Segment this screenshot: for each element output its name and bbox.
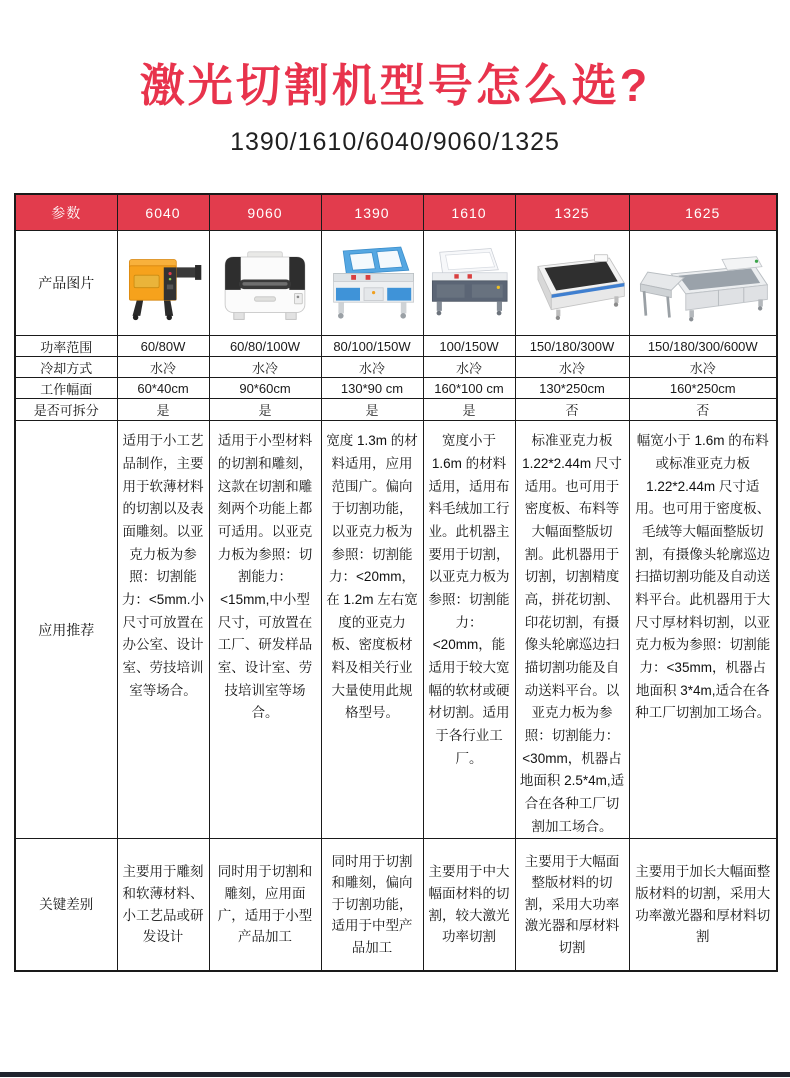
application-1325: 标准亚克力板 1.22*2.44m 尺寸适用。也可用于密度板、布料等大幅面整版切割。此机器用于切割，切割精度高，拼花切割、印花切割，有摄像头轮廓巡边扫描切割功能及自动送料平台。以亚克力板为参照：切割能力：<30mm，机器占地面积 2.5*4m,适合在各种工厂切割加工场合。 xyxy=(515,421,629,839)
key-difference-1390: 同时用于切割和雕刻，偏向于切割功能，适用于中型产品加工 xyxy=(321,839,423,971)
blue-open-lid-laser-cutter-icon xyxy=(322,237,423,329)
header-cell-6040: 6040 xyxy=(117,194,209,231)
application-1390: 宽度 1.3m 的材料适用，应用范围广。偏向于切割功能，以亚克力板为参照：切割能力：<20mm，在 1.2m 左右宽度的亚克力板、密度板材料及相关行业大量使用此规格型号。 xyxy=(321,421,423,839)
row-label-detachable: 是否可拆分 xyxy=(15,399,117,421)
page-subtitle: 1390/1610/6040/9060/1325 xyxy=(230,127,560,156)
header-cell-1325: 1325 xyxy=(515,194,629,231)
cooling-9060: 水冷 xyxy=(209,357,321,378)
cooling-1325: 水冷 xyxy=(515,357,629,378)
cooling-6040: 水冷 xyxy=(117,357,209,378)
application-1625: 幅宽小于 1.6m 的布料或标准亚克力板 1.22*2.44m 尺寸适用。也可用于密度板、毛绒等大幅面整版切割，有摄像头轮廓巡边扫描切割功能及自动送料平台。此机器用于大尺寸厚材料切割，以亚克力板为参照：切割能力：<35mm，机器占地面积 3*4m,适合在各种工厂切割加工场合。 xyxy=(629,421,777,839)
machine-photo-1625 xyxy=(629,231,777,336)
working-area-6040: 60*40cm xyxy=(117,378,209,399)
long-flatbed-laser-cutter-with-feeder-icon xyxy=(630,237,777,329)
key-difference-1325: 主要用于大幅面整版材料的切割，采用大功率激光器和厚材料切割 xyxy=(515,839,629,971)
detachable-1390: 是 xyxy=(321,399,423,421)
key-difference-6040: 主要用于雕刻和软薄材料、小工艺品或研发设计 xyxy=(117,839,209,971)
cooling-1390: 水冷 xyxy=(321,357,423,378)
cooling-1625: 水冷 xyxy=(629,357,777,378)
detachable-1325: 否 xyxy=(515,399,629,421)
row-label-key-difference: 关键差别 xyxy=(15,839,117,971)
detachable-1610: 是 xyxy=(423,399,515,421)
detachable-row xyxy=(15,399,777,421)
working-area-1325: 130*250cm xyxy=(515,378,629,399)
header-cell-9060: 9060 xyxy=(209,194,321,231)
key-difference-row xyxy=(15,839,777,971)
power-1625: 150/180/300/600W xyxy=(629,336,777,357)
power-1610: 100/150W xyxy=(423,336,515,357)
flatbed-laser-cutter-icon xyxy=(516,237,629,329)
header-cell-1625: 1625 xyxy=(629,194,777,231)
working-area-1390: 130*90 cm xyxy=(321,378,423,399)
row-label-product-image: 产品图片 xyxy=(15,231,117,336)
detachable-1625: 否 xyxy=(629,399,777,421)
working-area-row xyxy=(15,378,777,399)
power-6040: 60/80W xyxy=(117,336,209,357)
working-area-1625: 160*250cm xyxy=(629,378,777,399)
machine-photo-6040 xyxy=(117,231,209,336)
working-area-1610: 160*100 cm xyxy=(423,378,515,399)
application-1610: 宽度小于 1.6m 的材料适用，适用布料毛绒加工行业。此机器主要用于切割，以亚克力板为参照：切割能力：<20mm，能适用于较大宽幅的软材或硬材切割。适用于各行业工厂。 xyxy=(423,421,515,839)
row-label-cooling: 冷却方式 xyxy=(15,357,117,378)
power-1390: 80/100/150W xyxy=(321,336,423,357)
model-comparison-table xyxy=(14,193,778,972)
header-cell-param: 参数 xyxy=(15,194,117,231)
page-title: 激光切割机型号怎么选? xyxy=(139,60,651,111)
product-image-row xyxy=(15,231,777,336)
machine-photo-1325 xyxy=(515,231,629,336)
detachable-9060: 是 xyxy=(209,399,321,421)
cooling-1610: 水冷 xyxy=(423,357,515,378)
power-1325: 150/180/300W xyxy=(515,336,629,357)
orange-desktop-laser-engraver-icon xyxy=(118,237,209,329)
row-label-working-area: 工作幅面 xyxy=(15,378,117,399)
application-9060: 适用于小型材料的切割和雕刻，这款在切割和雕刻两个功能上都可适用。以亚克力板为参照：切割能力：<15mm,中小型尺寸，可放置在工厂、研发样品室、设计室、劳技培训室等场合。 xyxy=(209,421,321,839)
machine-photo-1390 xyxy=(321,231,423,336)
header-cell-1610: 1610 xyxy=(423,194,515,231)
row-label-application: 应用推荐 xyxy=(15,421,117,839)
comparison-table-container xyxy=(14,193,776,972)
cooling-row xyxy=(15,357,777,378)
white-open-lid-laser-cutter-icon xyxy=(424,237,515,329)
table-header-row xyxy=(15,194,777,231)
application-6040: 适用于小工艺品制作，主要用于软薄材料的切割以及表面雕刻。以亚克力板为参照：切割能力：<5mm.小尺寸可放置在办公室、设计室、劳技培训室等场合。 xyxy=(117,421,209,839)
power-9060: 60/80/100W xyxy=(209,336,321,357)
detachable-6040: 是 xyxy=(117,399,209,421)
key-difference-1625: 主要用于加长大幅面整版材料的切割，采用大功率激光器和厚材料切割 xyxy=(629,839,777,971)
white-laser-engraver-icon xyxy=(210,237,321,329)
header-cell-1390: 1390 xyxy=(321,194,423,231)
row-label-power: 功率范围 xyxy=(15,336,117,357)
bottom-divider-bar xyxy=(0,1072,790,1077)
key-difference-9060: 同时用于切割和雕刻，应用面广，适用于小型产品加工 xyxy=(209,839,321,971)
working-area-9060: 90*60cm xyxy=(209,378,321,399)
application-row xyxy=(15,421,777,839)
key-difference-1610: 主要用于中大幅面材料的切割，较大激光功率切割 xyxy=(423,839,515,971)
machine-photo-1610 xyxy=(423,231,515,336)
machine-photo-9060 xyxy=(209,231,321,336)
power-range-row xyxy=(15,336,777,357)
